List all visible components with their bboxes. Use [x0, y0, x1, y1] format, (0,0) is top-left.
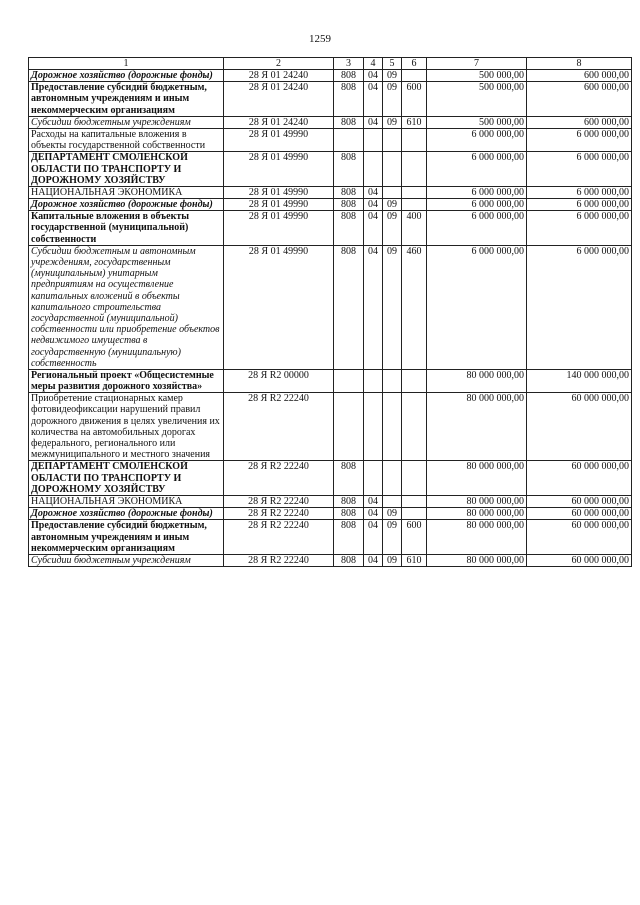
- row-col5: 09: [383, 116, 402, 128]
- row-col3: 808: [334, 520, 364, 555]
- row-col4: 04: [364, 199, 383, 211]
- row-code: 28 Я 01 24240: [224, 70, 334, 82]
- row-value-7: 80 000 000,00: [427, 520, 527, 555]
- row-code: 28 Я R2 22240: [224, 554, 334, 566]
- row-code: 28 Я R2 22240: [224, 393, 334, 461]
- table-row: [29, 70, 632, 82]
- row-value-7: 6 000 000,00: [427, 128, 527, 151]
- row-value-7: 80 000 000,00: [427, 554, 527, 566]
- table-row: [29, 461, 632, 496]
- row-code: 28 Я 01 49990: [224, 128, 334, 151]
- row-value-7: 500 000,00: [427, 70, 527, 82]
- row-value-7: 80 000 000,00: [427, 461, 527, 496]
- row-col4: 04: [364, 186, 383, 198]
- page-number: 1259: [309, 33, 331, 45]
- row-code: 28 Я 01 49990: [224, 211, 334, 246]
- row-col3: 808: [334, 554, 364, 566]
- row-name: Дорожное хозяйство (дорожные фонды): [29, 508, 224, 520]
- row-value-8: 6 000 000,00: [527, 211, 632, 246]
- table-row: [29, 128, 632, 151]
- row-col3: 808: [334, 70, 364, 82]
- row-col5: 09: [383, 520, 402, 555]
- row-name: ДЕПАРТАМЕНТ СМОЛЕНСКОЙ ОБЛАСТИ ПО ТРАНСПОРТУ И ДОРОЖНОМУ ХОЗЯЙСТВУ: [29, 461, 224, 496]
- row-value-7: 80 000 000,00: [427, 495, 527, 507]
- row-col5: [383, 495, 402, 507]
- row-code: 28 Я 01 24240: [224, 82, 334, 117]
- row-code: 28 Я R2 22240: [224, 461, 334, 496]
- header-cell: 3: [334, 58, 364, 70]
- row-col3: 808: [334, 211, 364, 246]
- row-value-7: 6 000 000,00: [427, 152, 527, 187]
- table-row: [29, 245, 632, 369]
- row-col5: 09: [383, 82, 402, 117]
- table-row: [29, 520, 632, 555]
- row-name: Субсидии бюджетным учреждениям: [29, 116, 224, 128]
- row-code: 28 Я 01 49990: [224, 152, 334, 187]
- table-row: [29, 82, 632, 117]
- row-col6: [402, 495, 427, 507]
- row-value-8: 6 000 000,00: [527, 128, 632, 151]
- row-value-7: 6 000 000,00: [427, 199, 527, 211]
- row-col4: 04: [364, 245, 383, 369]
- row-value-7: 80 000 000,00: [427, 508, 527, 520]
- header-cell: 1: [29, 58, 224, 70]
- header-cell: 8: [527, 58, 632, 70]
- row-code: 28 Я 01 49990: [224, 186, 334, 198]
- row-col4: 04: [364, 116, 383, 128]
- row-value-8: 6 000 000,00: [527, 152, 632, 187]
- row-col3: 808: [334, 495, 364, 507]
- row-col5: [383, 128, 402, 151]
- row-name: Приобретение стационарных камер фотовидеофиксации нарушений правил дорожного движения в целях увеличения их количества на автомобильных дорогах федерального, регионального или межмуниципального и местного значения: [29, 393, 224, 461]
- row-col5: [383, 369, 402, 392]
- row-col6: 610: [402, 554, 427, 566]
- row-col3: 808: [334, 186, 364, 198]
- table-row: [29, 495, 632, 507]
- row-col4: 04: [364, 70, 383, 82]
- row-code: 28 Я 01 24240: [224, 116, 334, 128]
- row-col5: 09: [383, 508, 402, 520]
- row-name: Субсидии бюджетным учреждениям: [29, 554, 224, 566]
- row-name: Предоставление субсидий бюджетным, автономным учреждениям и иным некоммерческим организациям: [29, 82, 224, 117]
- row-value-7: 500 000,00: [427, 82, 527, 117]
- row-value-7: 6 000 000,00: [427, 245, 527, 369]
- row-col5: [383, 461, 402, 496]
- row-name: Предоставление субсидий бюджетным, автономным учреждениям и иным некоммерческим организациям: [29, 520, 224, 555]
- table-row: [29, 554, 632, 566]
- row-code: 28 Я R2 00000: [224, 369, 334, 392]
- row-col6: [402, 369, 427, 392]
- row-col3: 808: [334, 199, 364, 211]
- row-col3: 808: [334, 152, 364, 187]
- row-value-8: 60 000 000,00: [527, 520, 632, 555]
- header-cell: 2: [224, 58, 334, 70]
- header-cell: 4: [364, 58, 383, 70]
- row-col6: 400: [402, 211, 427, 246]
- row-value-8: 60 000 000,00: [527, 393, 632, 461]
- row-col6: [402, 186, 427, 198]
- row-col6: 600: [402, 520, 427, 555]
- header-cell: 6: [402, 58, 427, 70]
- row-col6: 460: [402, 245, 427, 369]
- row-col3: 808: [334, 82, 364, 117]
- row-name: Дорожное хозяйство (дорожные фонды): [29, 199, 224, 211]
- row-col3: [334, 393, 364, 461]
- row-col5: [383, 393, 402, 461]
- row-col6: [402, 128, 427, 151]
- row-col5: [383, 186, 402, 198]
- row-col6: [402, 70, 427, 82]
- row-value-8: 60 000 000,00: [527, 495, 632, 507]
- row-code: 28 Я R2 22240: [224, 520, 334, 555]
- row-col3: 808: [334, 245, 364, 369]
- row-col5: 09: [383, 70, 402, 82]
- row-col4: 04: [364, 508, 383, 520]
- row-col6: 600: [402, 82, 427, 117]
- row-col5: [383, 152, 402, 187]
- row-value-8: 600 000,00: [527, 82, 632, 117]
- row-code: 28 Я R2 22240: [224, 508, 334, 520]
- row-col6: [402, 461, 427, 496]
- row-col4: 04: [364, 520, 383, 555]
- row-value-7: 6 000 000,00: [427, 186, 527, 198]
- row-col5: 09: [383, 199, 402, 211]
- row-col5: 09: [383, 554, 402, 566]
- row-col4: [364, 461, 383, 496]
- table-row: [29, 211, 632, 246]
- row-col3: 808: [334, 116, 364, 128]
- row-col3: [334, 369, 364, 392]
- budget-table: [28, 57, 632, 567]
- row-col4: 04: [364, 82, 383, 117]
- table-row: [29, 199, 632, 211]
- row-value-8: 60 000 000,00: [527, 461, 632, 496]
- table-row: [29, 116, 632, 128]
- row-name: НАЦИОНАЛЬНАЯ ЭКОНОМИКА: [29, 495, 224, 507]
- row-value-8: 140 000 000,00: [527, 369, 632, 392]
- row-value-8: 6 000 000,00: [527, 186, 632, 198]
- row-value-8: 6 000 000,00: [527, 199, 632, 211]
- row-value-8: 60 000 000,00: [527, 554, 632, 566]
- row-col3: [334, 128, 364, 151]
- row-value-8: 60 000 000,00: [527, 508, 632, 520]
- row-value-7: 500 000,00: [427, 116, 527, 128]
- row-name: Дорожное хозяйство (дорожные фонды): [29, 70, 224, 82]
- row-value-8: 600 000,00: [527, 116, 632, 128]
- row-code: 28 Я R2 22240: [224, 495, 334, 507]
- header-cell: 5: [383, 58, 402, 70]
- row-col4: [364, 393, 383, 461]
- row-col4: [364, 128, 383, 151]
- row-col4: 04: [364, 495, 383, 507]
- row-name: ДЕПАРТАМЕНТ СМОЛЕНСКОЙ ОБЛАСТИ ПО ТРАНСПОРТУ И ДОРОЖНОМУ ХОЗЯЙСТВУ: [29, 152, 224, 187]
- row-code: 28 Я 01 49990: [224, 245, 334, 369]
- row-col4: [364, 152, 383, 187]
- row-col4: 04: [364, 554, 383, 566]
- row-name: Субсидии бюджетным и автономным учреждениям, государственным (муниципальным) унитарным предприятиям на осуществление капитальных вложений в объекты капитального строительства государственной (муниципальной) собственности или приобретение объектов недвижимого имущества в государственную (муниципальную) собственность: [29, 245, 224, 369]
- row-col6: 610: [402, 116, 427, 128]
- table-row: [29, 393, 632, 461]
- row-col6: [402, 393, 427, 461]
- row-col6: [402, 152, 427, 187]
- row-col4: [364, 369, 383, 392]
- row-name: Расходы на капитальные вложения в объекты государственной собственности: [29, 128, 224, 151]
- row-code: 28 Я 01 49990: [224, 199, 334, 211]
- row-value-8: 6 000 000,00: [527, 245, 632, 369]
- table-row: [29, 508, 632, 520]
- row-col6: [402, 508, 427, 520]
- row-col5: 09: [383, 211, 402, 246]
- row-col5: 09: [383, 245, 402, 369]
- row-name: Капитальные вложения в объекты государственной (муниципальной) собственности: [29, 211, 224, 246]
- table-row: [29, 369, 632, 392]
- row-col6: [402, 199, 427, 211]
- table-row: [29, 186, 632, 198]
- row-col4: 04: [364, 211, 383, 246]
- header-cell: 7: [427, 58, 527, 70]
- row-name: Региональный проект «Общесистемные меры развития дорожного хозяйства»: [29, 369, 224, 392]
- table-row: [29, 152, 632, 187]
- header-row: [29, 58, 632, 70]
- row-value-7: 6 000 000,00: [427, 211, 527, 246]
- row-value-8: 600 000,00: [527, 70, 632, 82]
- row-col3: 808: [334, 461, 364, 496]
- row-value-7: 80 000 000,00: [427, 393, 527, 461]
- row-col3: 808: [334, 508, 364, 520]
- row-value-7: 80 000 000,00: [427, 369, 527, 392]
- row-name: НАЦИОНАЛЬНАЯ ЭКОНОМИКА: [29, 186, 224, 198]
